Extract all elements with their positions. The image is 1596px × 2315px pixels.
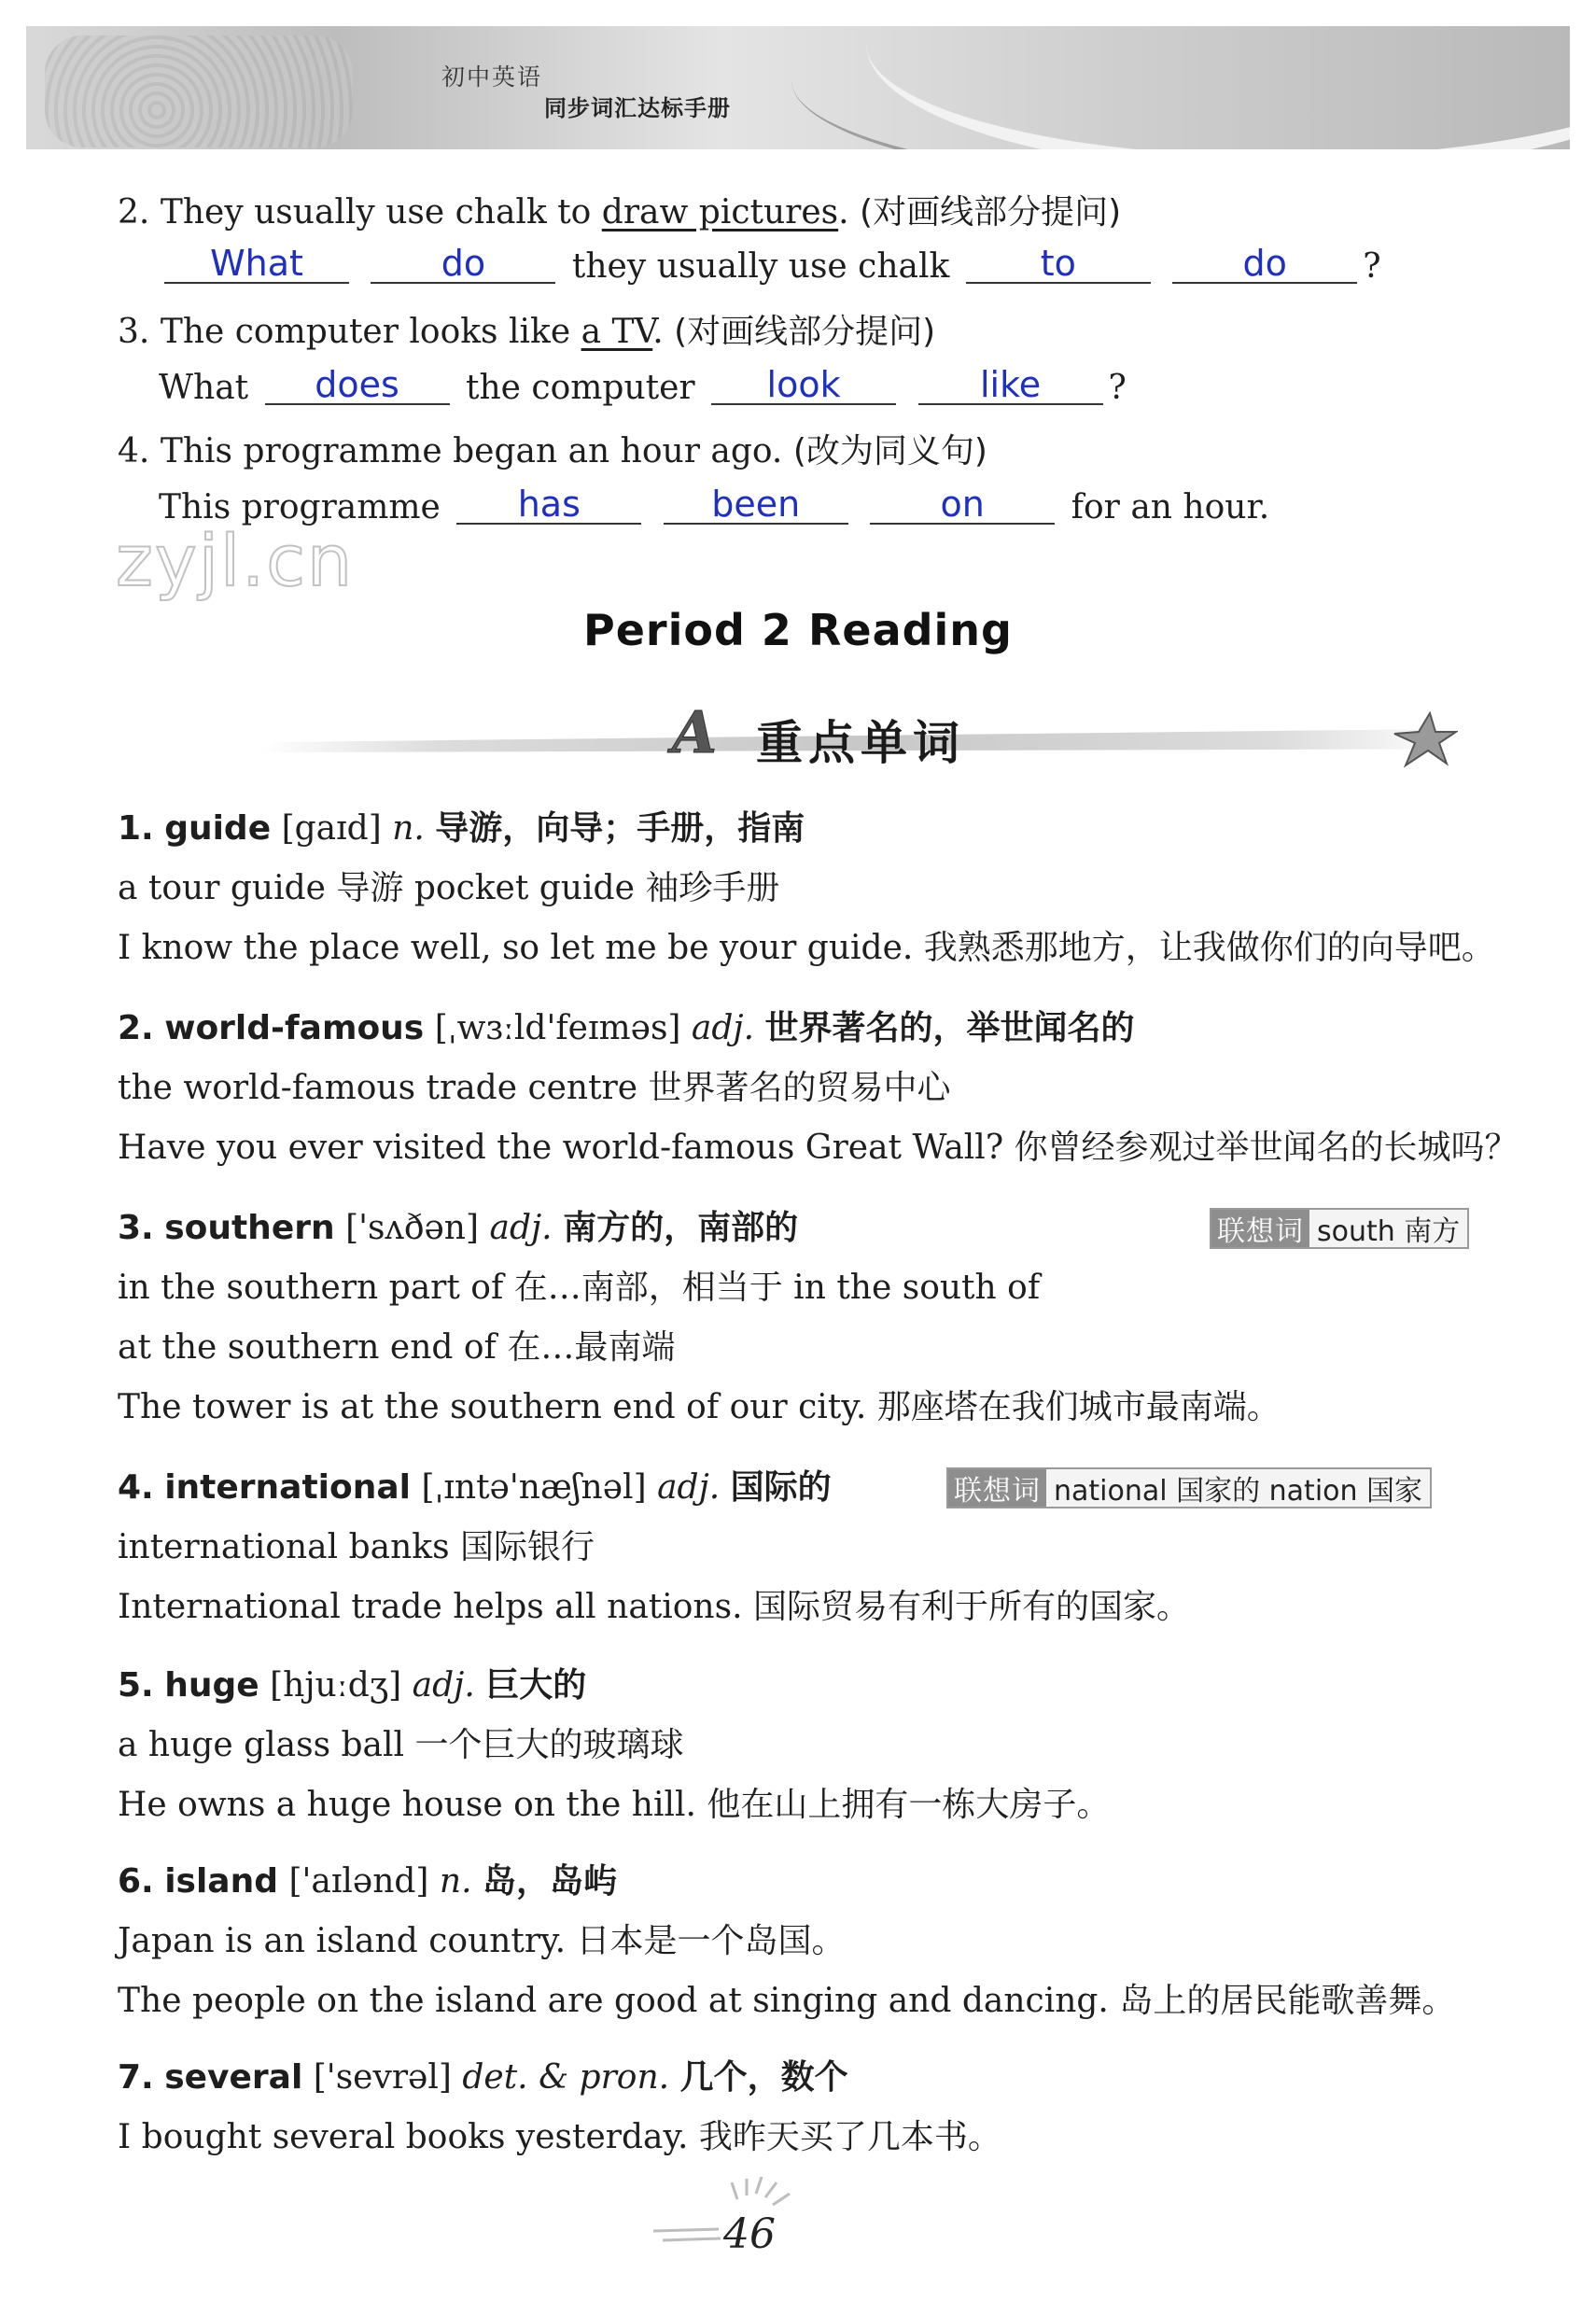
entry-5-head: 5. huge [hjuːdʒ] adj. 巨大的 [118,1666,587,1705]
answer-blank[interactable]: has [456,485,641,525]
header-decoration [45,35,353,147]
entry-1-head: 1. guide [gaɪd] n. 导游，向导；手册，指南 [118,809,805,848]
entry-1-line-2: I know the place well, so let me be your guide. 我熟悉那地方，让我做你们的向导吧。 [118,929,1495,967]
answer-blank[interactable]: look [711,366,896,405]
exercise-2-answer: What do they usually use chalk to do ? [159,245,1381,288]
entry-6-line-1: Japan is an island country. 日本是一个岛国。 [118,1922,846,1960]
association-box [946,1467,1432,1508]
entry-word: world-famous [164,1009,425,1047]
watermark: zyjl.cn [116,519,355,602]
exercise-3-question: 3. The computer looks like a TV. (对画线部分提问) [118,313,936,351]
entry-word: huge [164,1666,259,1705]
answer-blank[interactable]: do [1172,245,1357,284]
entry-word: guide [164,809,272,848]
association-box [1210,1208,1469,1249]
entry-1-line-1: a tour guide 导游 pocket guide 袖珍手册 [118,869,780,907]
entry-2-line-1: the world-famous trade centre 世界著名的贸易中心 [118,1069,951,1107]
page-number: 46 [723,2210,776,2258]
underlined-phrase: a TV [581,313,653,351]
entry-6-head: 6. island ['aɪlənd] n. 岛，岛屿 [118,1862,618,1901]
section-letter: A [672,698,718,766]
exercise-4-answer: This programme has been on for an hour. [159,484,1270,526]
page-header [26,26,1570,149]
entry-4-line-2: International trade helps all nations. 国际贸易有利于所有的国家。 [118,1588,1190,1626]
exercise-4-question: 4. This programme began an hour ago. (改为同义句) [118,432,987,470]
entry-word: island [164,1862,278,1901]
association-text: national 国家的 nation 国家 [1054,1475,1423,1508]
answer-blank[interactable]: like [918,366,1103,405]
entry-3-line-3: The tower is at the southern end of our city. 那座塔在我们城市最南端。 [118,1388,1281,1426]
entry-word: southern [164,1209,335,1247]
exercise-3-answer: What does the computer look like ? [159,364,1127,407]
answer-blank[interactable]: What [164,245,349,284]
header-series-title: 初中英语 [441,63,543,91]
entry-3-line-2: at the southern end of 在…最南端 [118,1328,676,1367]
entry-7-line-1: I bought several books yesterday. 我昨天买了几本书。 [118,2118,1001,2156]
section-title: 重点单词 [756,716,965,770]
entry-7-head: 7. several ['sevrəl] det. & pron. 几个，数个 [118,2058,848,2097]
entry-4-line-1: international banks 国际银行 [118,1528,595,1566]
entry-word: international [164,1468,411,1507]
entry-5-line-1: a huge glass ball 一个巨大的玻璃球 [118,1726,684,1764]
entry-6-line-2: The people on the island are good at singing and dancing. 岛上的居民能歌善舞。 [118,1982,1456,2020]
answer-blank[interactable]: does [265,366,450,405]
answer-blank[interactable]: been [664,485,848,525]
entry-2-head: 2. world-famous [ˌwɜːld'feɪməs] adj. 世界著名的，举世闻名的 [118,1009,1135,1047]
entry-word: several [164,2058,303,2097]
entry-4-head: 4. international [ˌɪntə'næʃnəl] adj. 国际的 [118,1468,832,1507]
association-text: south 南方 [1317,1215,1461,1248]
association-tag: 联想词 [948,1469,1046,1507]
entry-3-line-1: in the southern part of 在…南部，相当于 in the south of [118,1269,1041,1307]
answer-blank[interactable]: to [966,245,1151,284]
entry-3-head: 3. southern ['sʌðən] adj. 南方的，南部的 [118,1209,799,1247]
star-icon [1393,711,1458,769]
period-title: Period 2 Reading [583,605,1013,655]
entry-2-line-2: Have you ever visited the world-famous Great Wall? 你曾经参观过举世闻名的长城吗？ [118,1129,1519,1167]
entry-5-line-2: He owns a huge house on the hill. 他在山上拥有一栋大房子。 [118,1786,1111,1824]
association-tag: 联想词 [1211,1210,1309,1247]
header-book-title: 同步词汇达标手册 [544,95,731,121]
header-arc-line [791,26,1570,149]
underlined-phrase: draw pictures [601,193,839,232]
exercise-2-question: 2. They usually use chalk to draw pictures. (对画线部分提问) [118,193,1122,232]
answer-blank[interactable]: do [371,245,555,284]
answer-blank[interactable]: on [870,485,1055,525]
